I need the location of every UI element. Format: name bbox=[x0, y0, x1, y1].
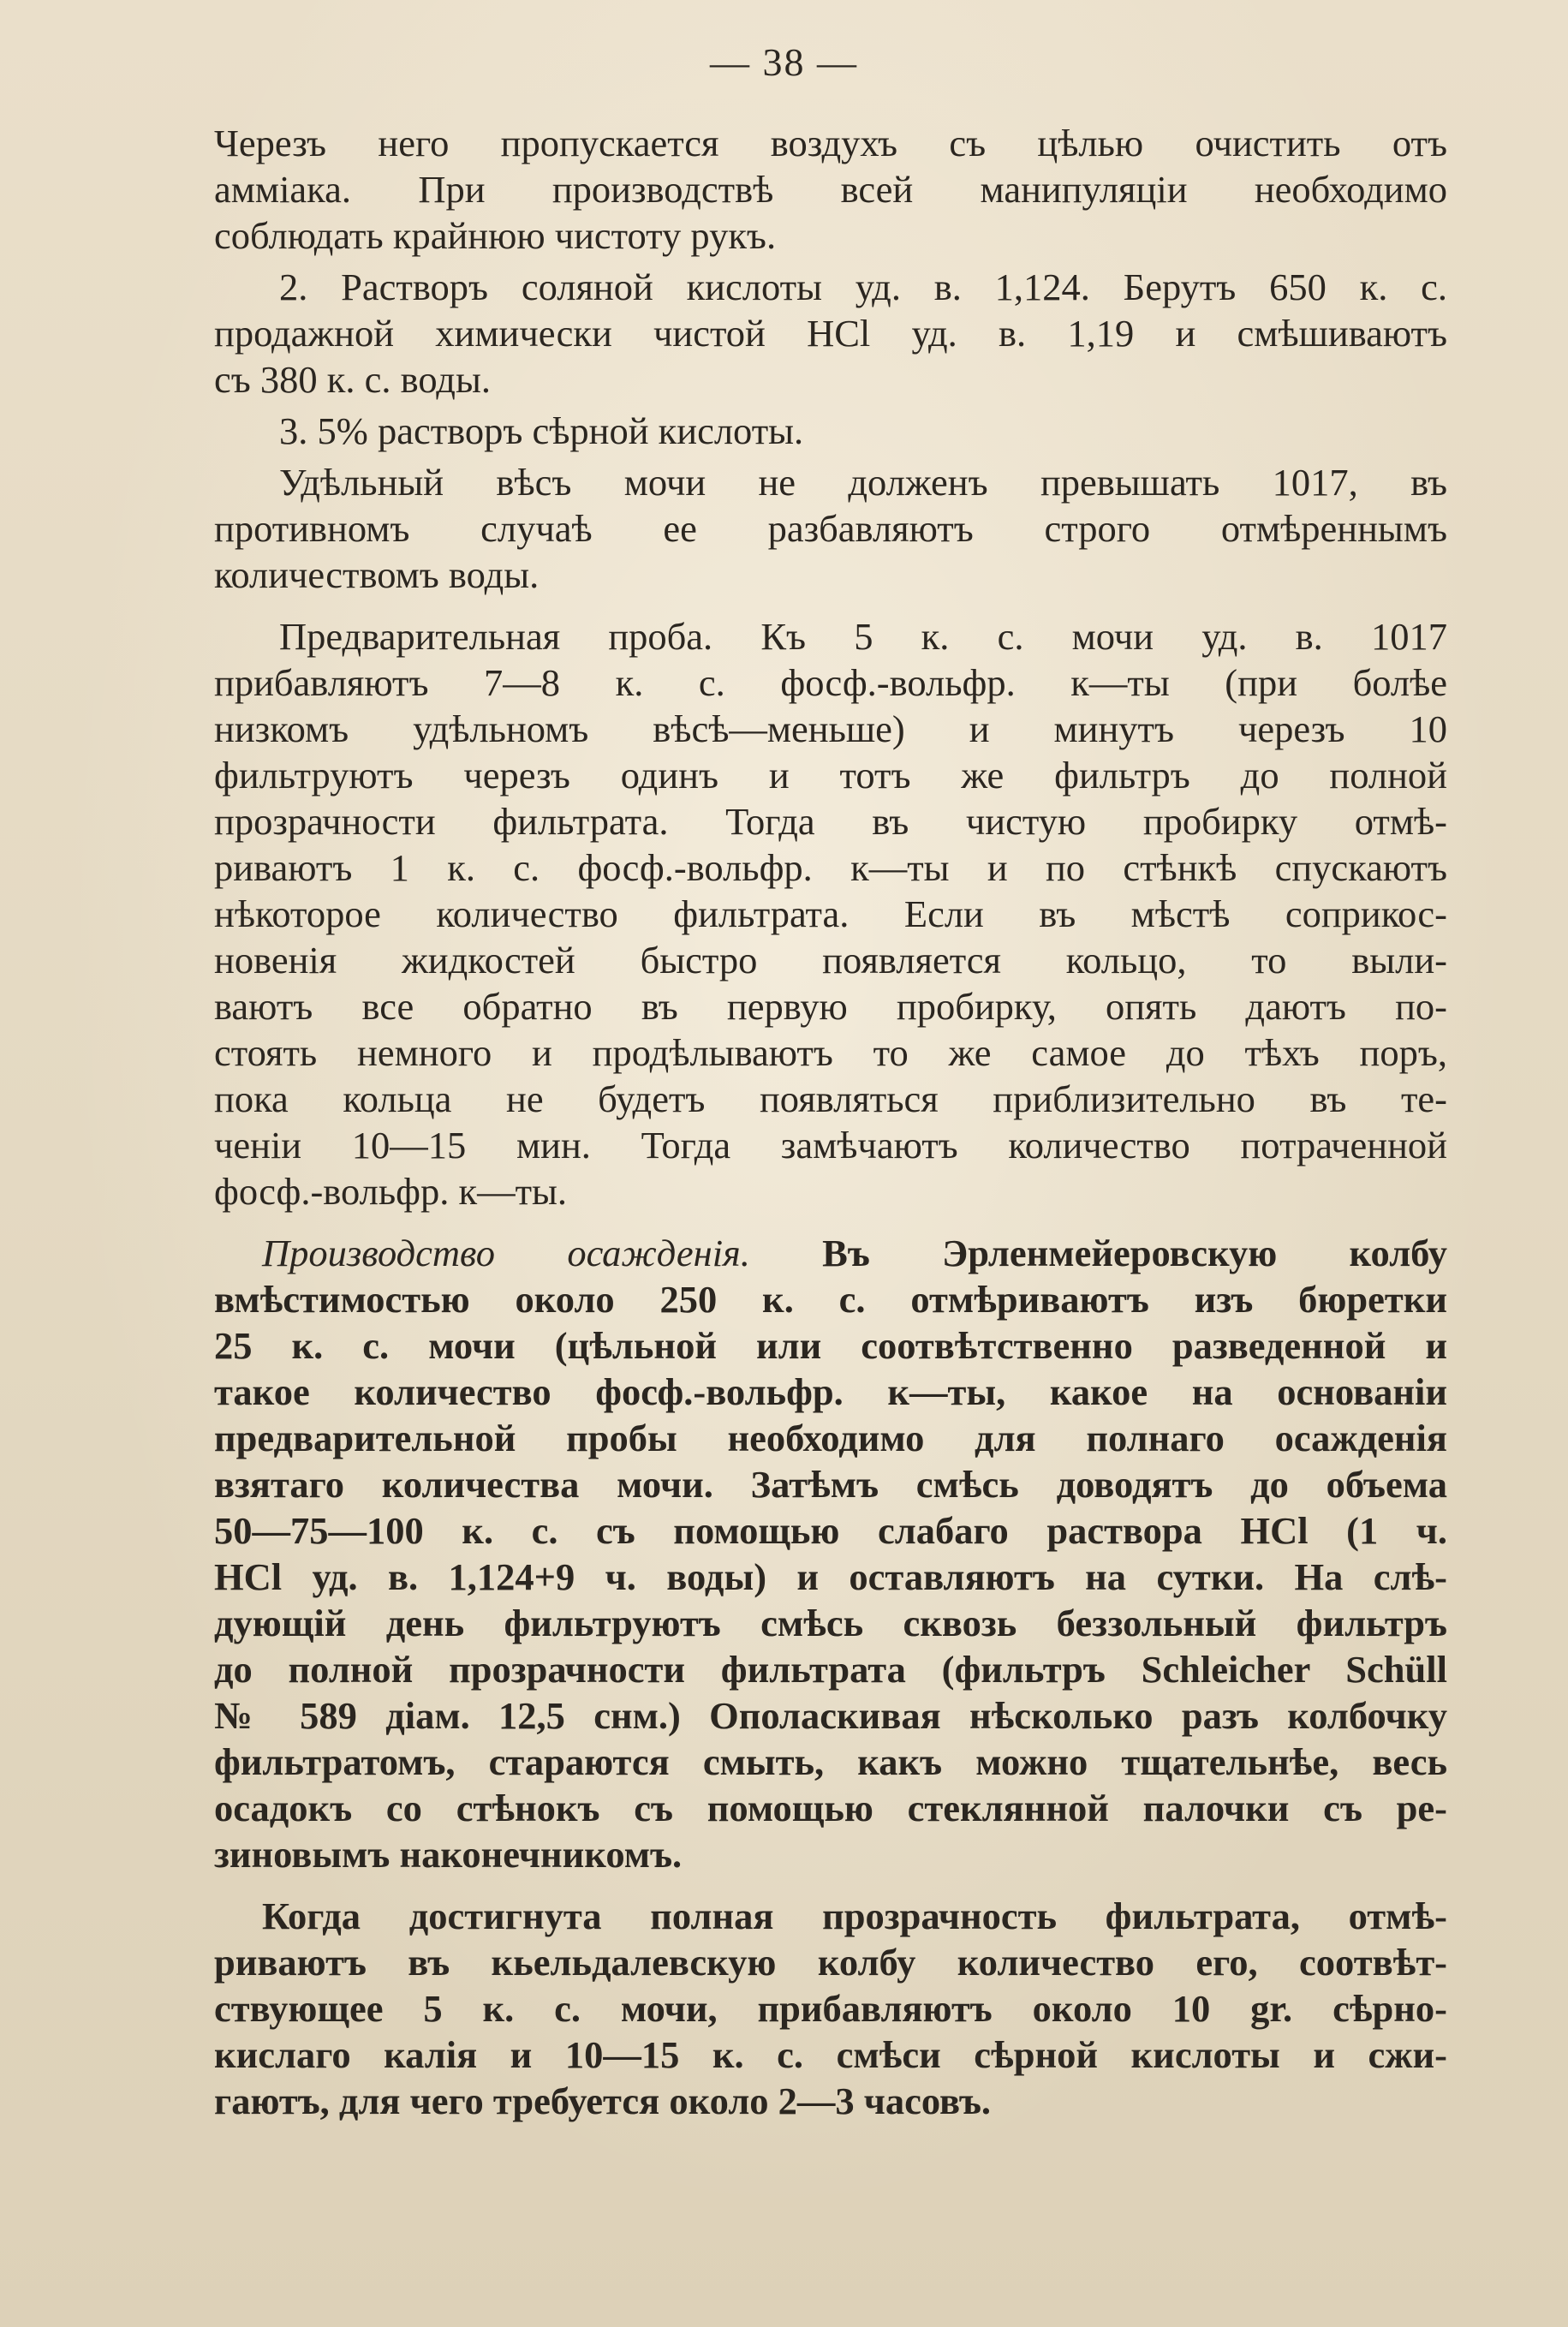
text-line bbox=[214, 1230, 1447, 1276]
text-line: HCl уд. в. 1,124+9 ч. воды) и оставляютъ на сутки. На слѣ- bbox=[214, 1555, 1447, 1598]
text-line: прозрачности фильтрата. Тогда въ чистую пробирку отмѣ- bbox=[214, 800, 1447, 843]
text-line: предварительной пробы необходимо для полнаго осажденія bbox=[214, 1417, 1447, 1459]
text-line: ваютъ все обратно въ первую пробирку, опять даютъ по- bbox=[214, 985, 1447, 1028]
text-line: осадокъ со стѣнокъ съ помощью стеклянной палочки съ ре- bbox=[214, 1787, 1447, 1829]
text-line: фильтратомъ, стараются смыть, какъ можно тщательнѣе, весь bbox=[214, 1740, 1447, 1783]
paragraph-1 bbox=[214, 120, 1447, 259]
text-line: риваютъ въ кьельдалевскую колбу количество его, соотвѣт- bbox=[214, 1941, 1447, 1984]
text-line: фильтруютъ черезъ одинъ и тотъ же фильтръ до полной bbox=[214, 754, 1447, 797]
text-line: вмѣстимостью около 250 к. с. отмѣриваютъ изъ бюретки bbox=[214, 1278, 1447, 1321]
body-text bbox=[214, 120, 1447, 2124]
paragraph-4 bbox=[214, 459, 1447, 598]
text-line: съ 380 к. с. воды. bbox=[214, 358, 491, 401]
text-line: пока кольца не будетъ появляться приблизительно въ те- bbox=[214, 1077, 1447, 1120]
text-line: 25 к. с. мочи (цѣльной или соотвѣтственно разведенной и bbox=[214, 1324, 1447, 1367]
section-heading-italic: Производство осажденія. bbox=[262, 1232, 750, 1274]
text-run: Въ Эрленмейеровскую колбу bbox=[749, 1232, 1447, 1274]
paragraph-5 bbox=[214, 613, 1447, 1214]
text-line: новенія жидкостей быстро появляется кольцо, то выли- bbox=[214, 939, 1447, 982]
text-line: продажной химически чистой HCl уд. в. 1,19 и смѣшиваютъ bbox=[214, 312, 1447, 355]
text-line: Когда достигнута полная прозрачность фильтрата, отмѣ- bbox=[262, 1894, 1447, 1937]
text-line: 3. 5% растворъ сѣрной кислоты. bbox=[279, 409, 804, 452]
paragraph-6 bbox=[214, 1230, 1447, 1877]
text-line: 2. Растворъ соляной кислоты уд. в. 1,124. Берутъ 650 к. с. bbox=[279, 266, 1447, 308]
text-line: амміака. При производствѣ всей манипуляціи необходимо bbox=[214, 168, 1447, 211]
text-line: противномъ случаѣ ее разбавляютъ строго отмѣреннымъ bbox=[214, 507, 1447, 550]
text-line: 50—75—100 к. с. съ помощью слабаго раствора HCl (1 ч. bbox=[214, 1509, 1447, 1552]
text-line: количествомъ воды. bbox=[214, 553, 540, 596]
text-line: до полной прозрачности фильтрата (фильтръ Schleicher Schüll bbox=[214, 1648, 1447, 1691]
text-line: Черезъ него пропускается воздухъ съ цѣлью очистить отъ bbox=[214, 122, 1447, 164]
paragraph-7 bbox=[214, 1893, 1447, 2124]
text-line: Удѣльный вѣсъ мочи не долженъ превышать 1017, въ bbox=[279, 461, 1447, 504]
text-line: прибавляютъ 7—8 к. с. фосф.-вольфр. к—ты (при болѣе bbox=[214, 661, 1447, 704]
text-line: ченіи 10—15 мин. Тогда замѣчаютъ количество потраченной bbox=[214, 1124, 1447, 1166]
text-line: взятаго количества мочи. Затѣмъ смѣсь доводятъ до объема bbox=[214, 1463, 1447, 1506]
paragraph-3 bbox=[214, 408, 1447, 454]
text-line: низкомъ удѣльномъ вѣсѣ—меньше) и минутъ черезъ 10 bbox=[214, 707, 1447, 750]
text-line: риваютъ 1 к. с. фосф.-вольфр. к—ты и по стѣнкѣ спускаютъ bbox=[214, 846, 1447, 889]
text-line: № 589 діам. 12,5 снм.) Ополаскивая нѣсколько разъ колбочку bbox=[214, 1694, 1447, 1737]
text-line: дующій день фильтруютъ смѣсь сквозь беззольный фильтръ bbox=[214, 1602, 1447, 1644]
text-line: ствующее 5 к. с. мочи, прибавляютъ около 10 gr. сѣрно- bbox=[214, 1987, 1447, 2030]
text-line: гаютъ, для чего требуется около 2—3 часовъ. bbox=[214, 2079, 992, 2122]
text-line: такое количество фосф.-вольфр. к—ты, какое на основаніи bbox=[214, 1370, 1447, 1413]
paragraph-2 bbox=[214, 264, 1447, 403]
text-line: зиновымъ наконечникомъ. bbox=[214, 1833, 683, 1876]
page-number: — 38 — bbox=[710, 40, 858, 84]
text-line: нѣкоторое количество фильтрата. Если въ мѣстѣ соприкос- bbox=[214, 892, 1447, 935]
text-line: Предварительная проба. Къ 5 к. с. мочи уд. в. 1017 bbox=[279, 615, 1447, 658]
text-line: стоять немного и продѣлываютъ то же самое до тѣхъ поръ, bbox=[214, 1031, 1447, 1074]
text-line: кислаго калія и 10—15 к. с. смѣси сѣрной кислоты и сжи- bbox=[214, 2033, 1447, 2076]
text-line: соблюдать крайнюю чистоту рукъ. bbox=[214, 214, 777, 257]
text-line: фосф.-вольфр. к—ты. bbox=[214, 1170, 568, 1213]
